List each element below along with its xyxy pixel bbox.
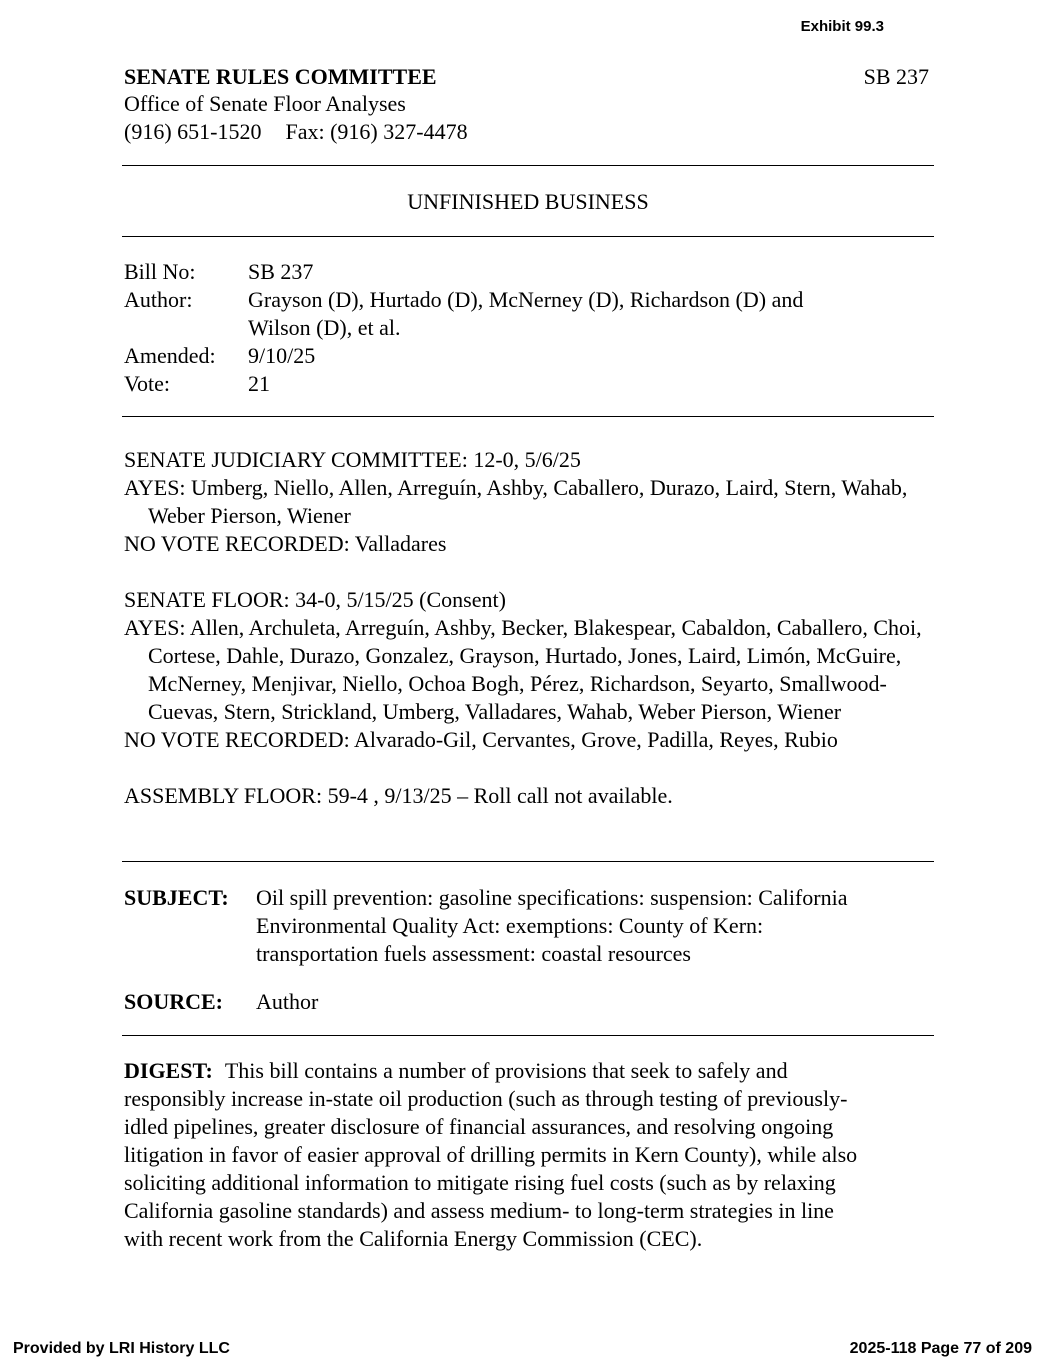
- divider: [122, 236, 934, 237]
- digest-line: California gasoline standards) and assess medium- to long-term strategies in line: [124, 1198, 834, 1223]
- amended-value: 9/10/25: [248, 343, 316, 368]
- fax-number: Fax: (916) 327-4478: [285, 119, 468, 144]
- divider: [122, 861, 934, 862]
- digest-section: [124, 1057, 857, 1253]
- office-name: Office of Senate Floor Analyses: [124, 91, 406, 116]
- author-label: Author:: [124, 287, 193, 312]
- status-heading: UNFINISHED BUSINESS: [407, 189, 649, 214]
- divider: [122, 416, 934, 417]
- judiciary-vote-title: SENATE JUDICIARY COMMITTEE: 12-0, 5/6/25: [124, 447, 581, 472]
- senate-floor-no-vote: NO VOTE RECORDED: Alvarado-Gil, Cervantes, Grove, Padilla, Reyes, Rubio: [124, 727, 838, 752]
- vote-history: [124, 446, 924, 810]
- digest-line: responsibly increase in-state oil production (such as through testing of previously-: [124, 1086, 848, 1111]
- subject-label: SUBJECT:: [124, 885, 229, 910]
- bill-reference: SB 237: [863, 64, 929, 89]
- subject-section: [124, 884, 847, 1016]
- subject-line: Environmental Quality Act: exemptions: County of Kern:: [256, 913, 764, 938]
- exhibit-label: Exhibit 99.3: [800, 18, 884, 35]
- digest-line: idled pipelines, greater disclosure of financial assurances, and resolving ongoing: [124, 1114, 834, 1139]
- bill-no-value: SB 237: [248, 259, 314, 284]
- digest-line: This bill contains a number of provisions that seek to safely and: [224, 1058, 788, 1083]
- footer-page-info: 2025-118 Page 77 of 209: [849, 1340, 1032, 1357]
- amended-label: Amended:: [124, 343, 216, 368]
- judiciary-no-vote: NO VOTE RECORDED: Valladares: [124, 531, 447, 556]
- contact-line: [124, 118, 468, 146]
- subject-line: Oil spill prevention: gasoline specifications: suspension: California: [256, 885, 848, 910]
- digest-label: DIGEST:: [124, 1058, 213, 1083]
- senate-floor-ayes: AYES: Allen, Archuleta, Arreguín, Ashby, Becker, Blakespear, Cabaldon, Caballero, Choi, Cortese, Dahle, Durazo, Gonzalez, Grayson, Hurtado, Jones, Laird, Limón, McGuire, McNerney, Menjivar, Niello, Ochoa Bogh, Pérez, Richardson, Seyarto, Smallwood-Cuevas, Stern, Strickland, Umberg, Valladares, Wahab, Weber Pierson, Wiener: [124, 615, 922, 724]
- senate-floor-vote-title: SENATE FLOOR: 34-0, 5/15/25 (Consent): [124, 587, 506, 612]
- source-value: Author: [256, 989, 319, 1014]
- judiciary-ayes: AYES: Umberg, Niello, Allen, Arreguín, Ashby, Caballero, Durazo, Laird, Stern, Wahab, Weber Pierson, Wiener: [124, 475, 908, 528]
- digest-line: with recent work from the California Energy Commission (CEC).: [124, 1226, 703, 1251]
- digest-line: litigation in favor of easier approval of drilling permits in Kern County), while also: [124, 1142, 858, 1167]
- phone-number: (916) 651-1520: [124, 119, 262, 144]
- vote-label: Vote:: [124, 371, 171, 396]
- divider: [122, 165, 934, 166]
- committee-title: SENATE RULES COMMITTEE: [124, 64, 437, 89]
- author-value-cont: Wilson (D), et al.: [248, 315, 401, 340]
- vote-value: 21: [248, 371, 270, 396]
- source-label: SOURCE:: [124, 989, 224, 1014]
- footer-provider: Provided by LRI History LLC: [13, 1340, 230, 1357]
- subject-line: transportation fuels assessment: coastal resources: [256, 941, 691, 966]
- author-value: Grayson (D), Hurtado (D), McNerney (D), Richardson (D) and: [248, 287, 804, 312]
- divider: [122, 1035, 934, 1036]
- assembly-floor-vote: ASSEMBLY FLOOR: 59-4 , 9/13/25 – Roll call not available.: [124, 783, 673, 808]
- bill-info: [124, 258, 924, 398]
- bill-no-label: Bill No:: [124, 259, 196, 284]
- digest-line: soliciting additional information to mitigate rising fuel costs (such as by relaxing: [124, 1170, 836, 1195]
